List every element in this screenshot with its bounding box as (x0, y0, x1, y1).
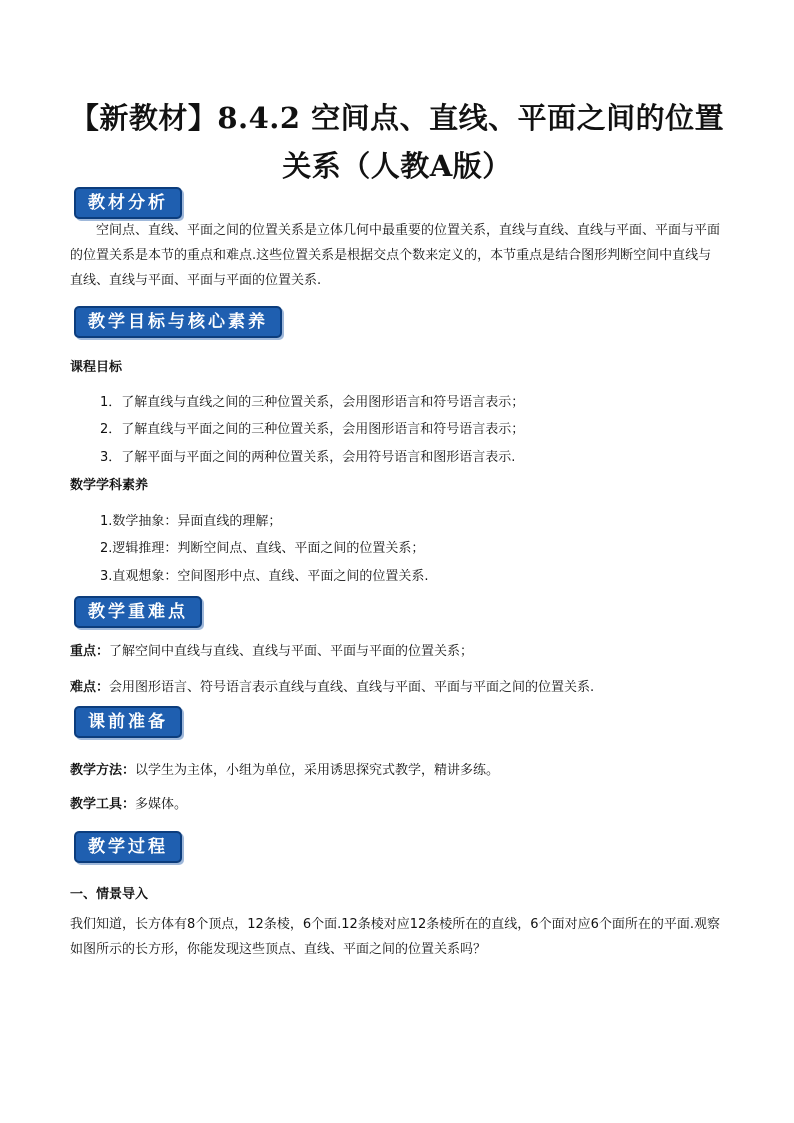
key-point-label: 重点： (70, 644, 110, 659)
page-title: 【新教材】8.4.2 空间点、直线、平面之间的位置关系（人教A版） (69, 101, 725, 183)
literacy-item: 2.逻辑推理：判断空间点、直线、平面之间的位置关系； (100, 541, 425, 556)
method-label: 教学方法： (70, 763, 136, 778)
method-line (70, 759, 499, 778)
section-badge-process: 教学过程 (74, 831, 182, 863)
literacy-heading: 数学学科素养 (70, 478, 149, 493)
difficulty-line (70, 676, 594, 695)
tool-line (70, 793, 187, 812)
section-badge-key-points: 教学重难点 (74, 596, 202, 628)
tool-label: 教学工具： (70, 797, 136, 812)
goal-item: 2．了解直线与平面之间的三种位置关系，会用图形语言和符号语言表示； (100, 422, 525, 437)
section-badge-preparation: 课前准备 (74, 706, 182, 738)
intro-paragraph: 我们知道，长方体有8个顶点，12条棱，6个面.12条棱对应12条棱所在的直线，6个面对应6个面所在的平面.观察如图所示的长方形，你能发现这些顶点、直线、平面之间的位置关系吗？ (70, 917, 720, 957)
literacy-item: 1.数学抽象：异面直线的理解； (100, 514, 282, 529)
section-badge-goals: 教学目标与核心素养 (74, 306, 282, 338)
method-text: 以学生为主体，小组为单位，采用诱思探究式教学，精讲多练。 (135, 763, 500, 778)
section-badge-analysis: 教材分析 (74, 187, 182, 219)
intro-heading: 一、情景导入 (70, 887, 149, 902)
key-point-text: 了解空间中直线与直线、直线与平面、平面与平面的位置关系； (109, 644, 474, 659)
goal-item: 1．了解直线与直线之间的三种位置关系，会用图形语言和符号语言表示； (100, 395, 525, 410)
difficulty-text: 会用图形语言、符号语言表示直线与直线、直线与平面、平面与平面之间的位置关系. (109, 680, 595, 695)
goal-item: 3．了解平面与平面之间的两种位置关系，会用符号语言和图形语言表示. (100, 450, 516, 465)
literacy-item: 3.直观想象：空间图形中点、直线、平面之间的位置关系. (100, 569, 429, 584)
tool-text: 多媒体。 (135, 797, 188, 812)
difficulty-label: 难点： (70, 680, 110, 695)
key-point-line (70, 640, 473, 659)
analysis-paragraph: 空间点、直线、平面之间的位置关系是立体几何中最重要的位置关系，直线与直线、直线与平面、平面与平面的位置关系是本节的重点和难点.这些位置关系是根据交点个数来定义的，本节重点是结合图形判断空间中直线与直线、直线与平面、平面与平面的位置关系. (70, 223, 721, 288)
goals-heading: 课程目标 (70, 360, 123, 375)
